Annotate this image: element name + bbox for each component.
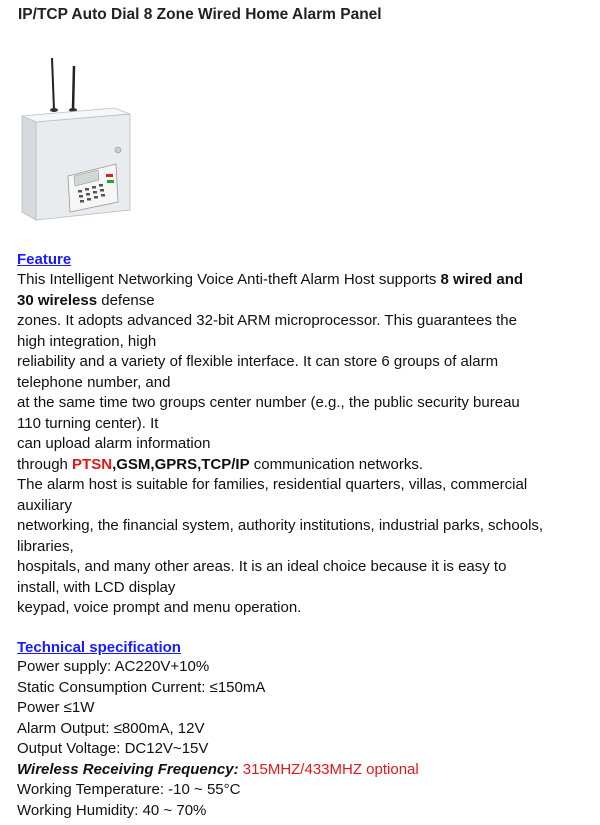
spec-working-humidity: Working Humidity: 40 ~ 70% [17,801,207,819]
feature-heading[interactable]: Feature [17,251,72,268]
page-title: IP/TCP Auto Dial 8 Zone Wired Home Alarm Panel [18,6,382,23]
spec-static-current: Static Consumption Current: ≤150mA [17,678,266,696]
technical-specification-heading[interactable]: Technical specification [17,639,181,656]
spec-alarm-output: Alarm Output: ≤800mA, 12V [17,719,205,737]
spec-output-voltage: Output Voltage: DC12V~15V [17,740,209,757]
alarm-panel-with-keypad-icon [18,52,136,222]
feature-description: This Intelligent Networking Voice Anti-theft Alarm Host supports 8 wired and 30 wireless defense zones. It adopts advanced 32-bit ARM microprocessor. This guarantees the high integration, high reliability and a variety of flexible interface. It can store 6 groups of alarm telephone number, and at the same time two groups center number (e.g., the public security bureau 110 turning center). It can upload alarm information through PTSN,GSM,GPRS,TCP/IP communication networks. The alarm host is suitable for families, residential quarters, villas, commercial auxiliary networking, the financial system, authority institutions, industrial parks, schools, libraries, hospitals, and many other areas. It is an ideal choice because it is easy to install, with LCD display keypad, voice prompt and menu operation. [17,271,544,616]
spec-list [17,657,587,821]
spec-power: Power ≤1W [17,699,95,716]
spec-power-supply: Power supply: AC220V+10% [17,658,210,675]
spec-wireless-frequency: Wireless Receiving Frequency: 315MHZ/433MHZ optional [17,760,419,778]
spec-working-temperature: Working Temperature: -10 ~ 55°C [17,781,241,798]
